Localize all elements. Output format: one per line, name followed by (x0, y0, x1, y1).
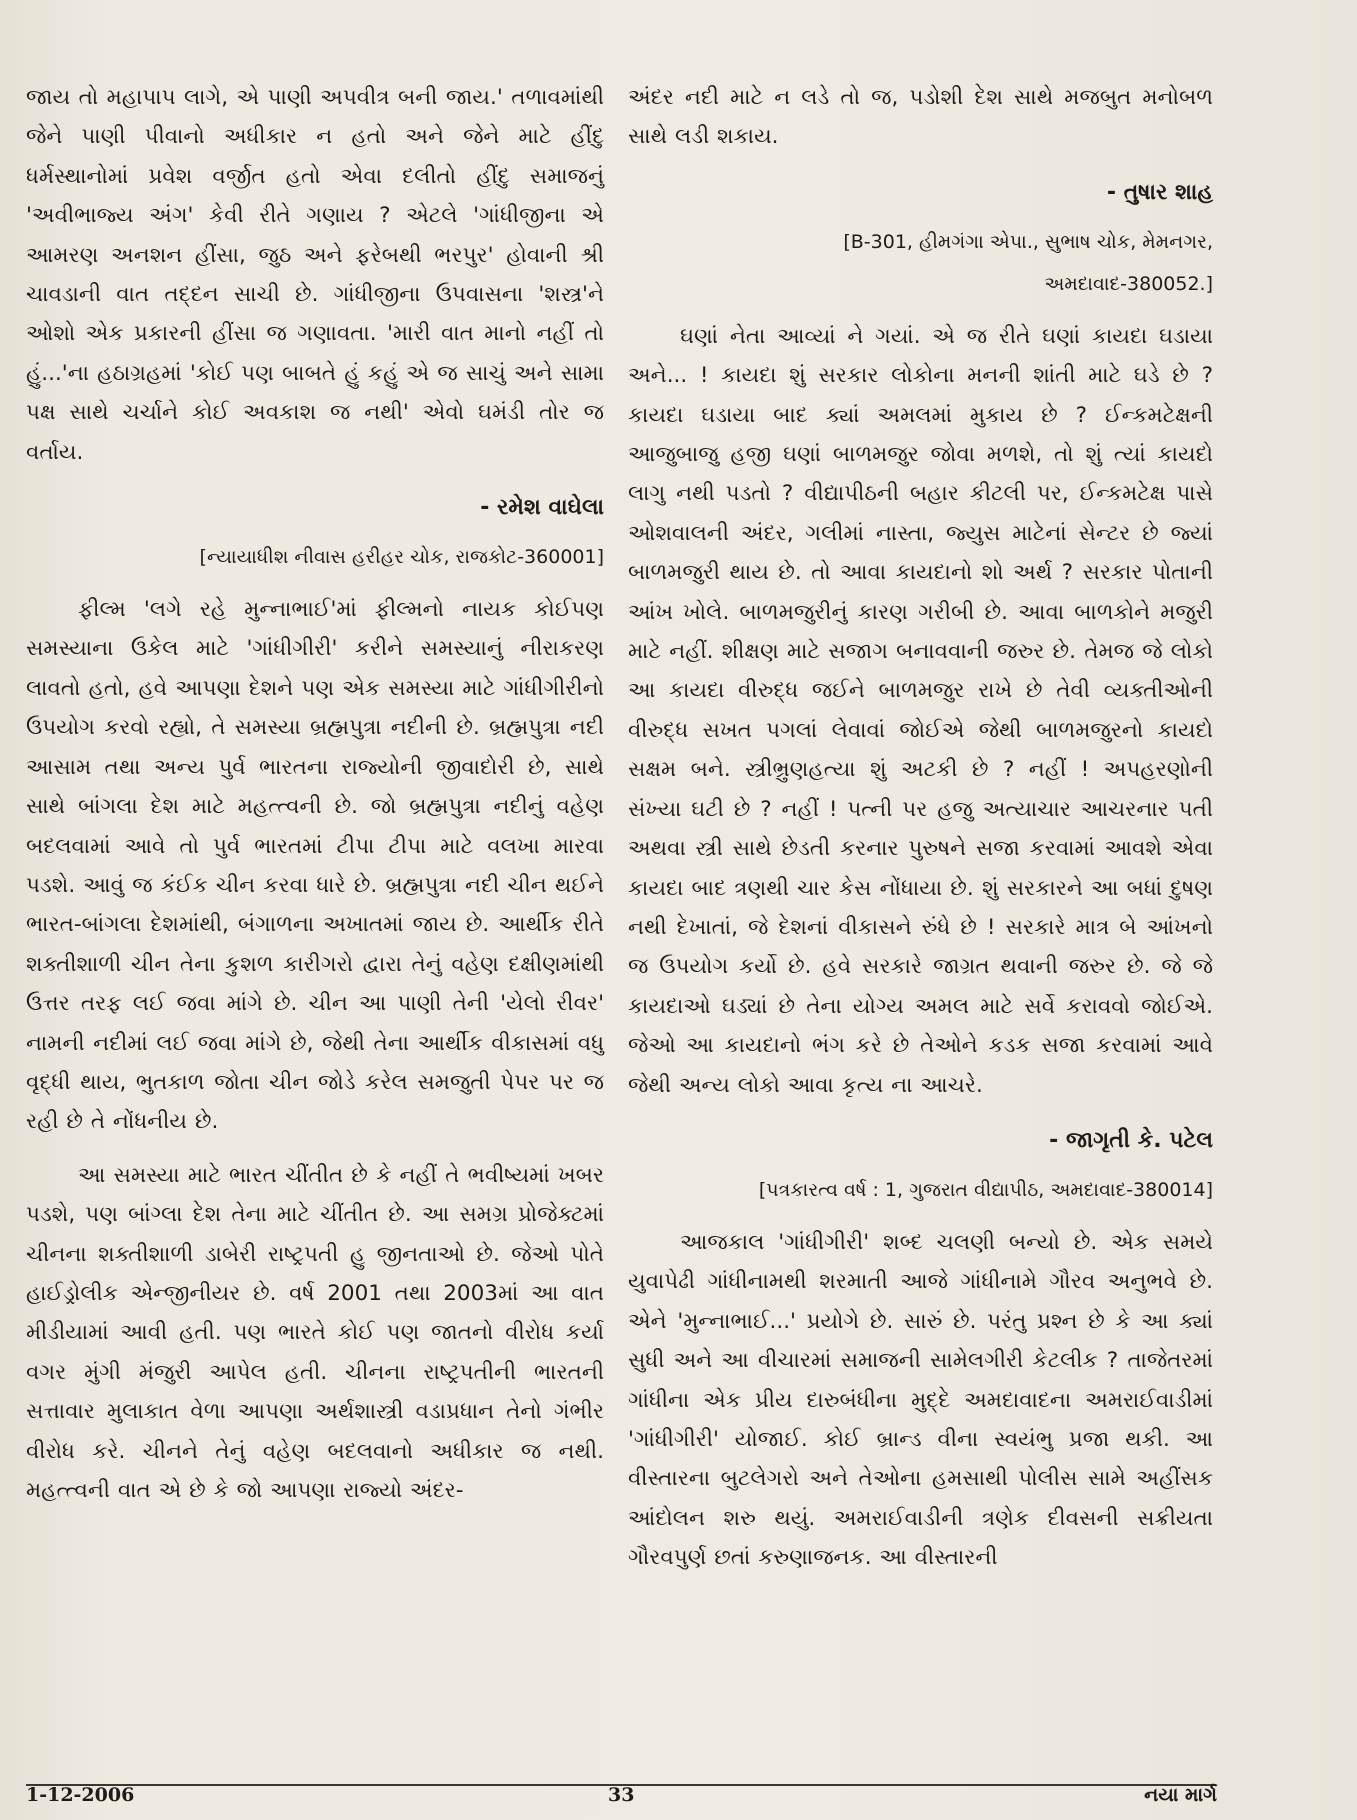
letter-paragraph: જાય તો મહાપાપ લાગે, એ પાણી અપવીત્ર બની જાય.' તળાવમાંથી જેને પાણી પીવાનો અધીકાર ન હતો અને જેને માટે હીંદુ ધર્મસ્થાનોમાં પ્રવેશ વર્જીત હતો એવા દલીતો હીંદુ સમાજનું 'અવીભાજ્ય અંગ' કેવી રીતે ગણાય ? એટલે 'ગાંધીજીના એ આમરણ અનશન હીંસા, જુઠ અને ફરેબથી ભરપુર' હોવાની શ્રી ચાવડાની વાત તદ્દન સાચી છે. ગાંધીજીના ઉપવાસના 'શસ્ત્ર'ને ઓશો એક પ્રકારની હીંસા જ ગણાવતા. 'મારી વાત માનો નહીં તો હું...'ના હઠાગ્રહમાં 'કોઈ પણ બાબતે હું કહું એ જ સાચું અને સામા પક્ષ સાથે ચર્ચાને કોઈ અવકાશ જ નથી' એવો ઘમંડી તોર જ વર્તાય. (26, 85, 604, 465)
spacer (26, 1142, 604, 1156)
author-address: [પત્રકારત્વ વર્ષ : 1, ગુજરાત વીદ્યાપીઠ, અમદાવાદ-380014] (758, 1178, 1213, 1201)
page-footer (0, 1784, 1357, 1820)
letter-paragraph: આજકાલ 'ગાંધીગીરી' શબ્દ ચલણી બન્યો છે. એક સમયે યુવાપેઢી ગાંધીનામથી શરમાતી આજે ગાંધીનામે ગૌરવ અનુભવે છે. એને 'મુન્નાભાઈ...' પ્રયોગે છે. સારું છે. પરંતુ પ્રશ્ન છે કે આ ક્યાં સુધી અને આ વીચારમાં સમાજની સામેલગીરી કેટલીક ? તાજેતરમાં ગાંધીના એક પ્રીય દારુબંધીના મુદ્દે અમદાવાદના અમરાઈવાડીમાં 'ગાંધીગીરી' યોજાઈ. કોઈ બ્રાન્ડ વીના સ્વયંભુ પ્રજા થકી. આ વીસ્તારના બુટલેગરો અને તેઓના હમસાથી પોલીસ સામે અહીંસક આંદોલન શરુ થયું. અમરાઈવાડીની ત્રણેક દીવસની સક્રીયતા ગૌરવપુર્ણ છતાં કરુણાજનક. આ વીસ્તારની (628, 1229, 1213, 1571)
letter-paragraph: આ સમસ્યા માટે ભારત ચીંતીત છે કે નહીં તે ભવીષ્યમાં ખબર પડશે, પણ બાંગ્લા દેશ તેના માટે ચીંતીત છે. આ સમગ્ર પ્રોજેક્ટમાં ચીનના શક્તીશાળી ડાબેરી રાષ્ટ્રપતી હુ જીનતાઓ છે. જેઓ પોતે હાઈડ્રોલીક એન્જીનીયર છે. વર્ષ 2001 તથા 2003માં આ વાત મીડીયામાં આવી હતી. પણ ભારતે કોઈ પણ જાતનો વીરોધ કર્યા વગર મુંગી મંજુરી આપેલ હતી. ચીનના રાષ્ટ્રપતીની ભારતની સત્તાવાર મુલાકાત વેળા આપણા અર્થશાસ્ત્રી વડાપ્રધાન તેનો ગંભીર વીરોધ કરે. ચીનને તેનું વહેણ બદલવાનો અધીકાર જ નથી. મહત્ત્વની વાત એ છે કે જો આપણા રાજ્યો અંદર- (26, 1162, 604, 1503)
spacer (628, 1209, 1213, 1223)
author-address: [B-301, હીમગંગા એપા., સુભાષ ચોક, મેમનગર, (843, 230, 1213, 253)
left-column (26, 78, 604, 1510)
author-signature: - જાગૃતી કે. પટેલ (1049, 1127, 1213, 1153)
author-signature: - તુષાર શાહ (1106, 179, 1213, 205)
author-address: [ન્યાયાધીશ નીવાસ હરીહર ચોક, રાજકોટ-360001] (199, 546, 604, 569)
spacer (628, 303, 1213, 317)
issue-date: 1-12-2006 (26, 1784, 135, 1806)
spacer (26, 576, 604, 590)
letter-paragraph: અંદર નદી માટે ન લડે તો જ, પડોશી દેશ સાથે મજબુત મનોબળ સાથે લડી શકાય. (628, 85, 1213, 150)
author-address: અમદાવાદ-380052.] (1044, 272, 1213, 295)
right-column (628, 78, 1213, 1578)
letter-paragraph: ઘણાં નેતા આવ્યાં ને ગયાં. એ જ રીતે ઘણાં કાયદા ઘડાયા અને... ! કાયદા શું સરકાર લોકોના મનની શાંતી માટે ઘડે છે ? કાયદા ઘડાયા બાદ ક્યાં અમલમાં મુકાય છે ? ઈન્કમટેક્ષની આજુબાજુ હજી ઘણાં બાળમજુર જોવા મળશે, તો શું ત્યાં કાયદો લાગુ નથી પડતો ? વીદ્યાપીઠની બહાર કીટલી પર, ઈન્કમટેક્ષ પાસે ઓશવાલની અંદર, ગલીમાં નાસ્તા, જ્યુસ માટેનાં સેન્ટર છે જ્યાં બાળમજુરી થાય છે. તો આવા કાયદાનો શો અર્થ ? સરકાર પોતાની આંખ ખોલે. બાળમજુરીનું કારણ ગરીબી છે. આવા બાળકોને મજુરી માટે નહીં. શીક્ષણ માટે સજાગ બનાવવાની જરુર છે. તેમજ જે લોકો આ કાયદા વીરુદ્ધ જઈને બાળમજુર રાખે છે તેવી વ્યક્તીઓની વીરુદ્ધ સખત પગલાં લેવાવાં જોઈએ જેથી બાળમજુરનો કાયદો સક્ષમ બને. સ્ત્રીભ્રુણહત્યા શું અટકી છે ? નહીં ! અપહરણોની સંખ્યા ઘટી છે ? નહીં ! પત્ની પર હજુ અત્યાચાર આચરનાર પતી અથવા સ્ત્રી સાથે છેડતી કરનાર પુરુષને સજા કરવામાં આવશે એવા કાયદા બાદ ત્રણથી ચાર કેસ નોંધાયા છે. શું સરકારને આ બધાં દુષણ નથી દેખાતાં, જે દેશનાં વીકાસને રુંધે છે ! સરકારે માત્ર બે આંખનો જ ઉપયોગ કર્યો છે. હવે સરકારે જાગ્રત થવાની જરુર છે. જે જે કાયદાઓ ઘડ્યાં છે તેના યોગ્ય અમલ માટે સર્વે કરાવવો જોઈએ. જેઓ આ કાયદાનો ભંગ કરે છે તેઓને કડક સજા કરવામાં આવે જેથી અન્ય લોકો આવા કૃત્ય ના આચરે. (628, 323, 1213, 1098)
letter-paragraph: ફીલ્મ 'લગે રહે મુન્નાભાઈ'માં ફીલ્મનો નાયક કોઈપણ સમસ્યાના ઉકેલ માટે 'ગાંધીગીરી' કરીને સમસ્યાનું નીરાકરણ લાવતો હતો, હવે આપણા દેશને પણ એક સમસ્યા માટે ગાંધીગીરીનો ઉપયોગ કરવો રહ્યો, તે સમસ્યા બ્રહ્મપુત્રા નદીની છે. બ્રહ્મપુત્રા નદી આસામ તથા અન્ય પુર્વ ભારતના રાજ્યોની જીવાદોરી છે, સાથે સાથે બાંગલા દેશ માટે મહત્ત્વની છે. જો બ્રહ્મપુત્રા નદીનું વહેણ બદલવામાં આવે તો પુર્વ ભારતમાં ટીપા ટીપા માટે વલખા મારવા પડશે. આવું જ કંઈક ચીન કરવા ધારે છે. બ્રહ્મપુત્રા નદી ચીન થઈને ભારત-બાંગલા દેશમાંથી, બંગાળના અખાતમાં જાય છે. આર્થીક રીતે શક્તીશાળી ચીન તેના કુશળ કારીગરો દ્વારા તેનું વહેણ દક્ષીણમાંથી ઉત્તર તરફ લઈ જવા માંગે છે. ચીન આ પાણી તેની 'યેલો રીવર' નામની નદીમાં લઈ જવા માંગે છે, જેથી તેના આર્થીક વીકાસમાં વધુ વૃદ્ધી થાય, ભુતકાળ જોતા ચીન જોડે કરેલ સમજુતી પેપર પર જ રહી છે તે નોંધનીય છે. (26, 597, 604, 1135)
magazine-name: નયા માર્ગ (1144, 1784, 1217, 1806)
author-signature: - રમેશ વાઘેલા (480, 495, 604, 521)
page-number: 33 (608, 1784, 635, 1806)
